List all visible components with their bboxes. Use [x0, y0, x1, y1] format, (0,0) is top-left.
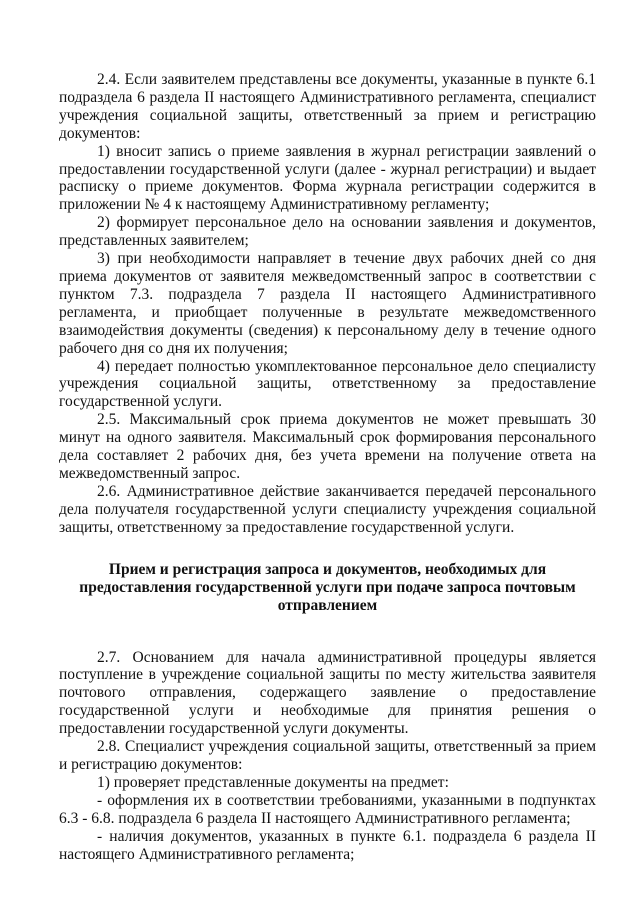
paragraph-2-8-bullet-1: - оформления их в соответствии требованиями, указанными в подпунктах 6.3 - 6.8. подраздела 6 раздела II настоящего Административного регламента;	[59, 791, 596, 827]
paragraph-2-4-item-2: 2) формирует персональное дело на основании заявления и документов, представленных заявителем;	[59, 214, 596, 250]
paragraph-2-5: 2.5. Максимальный срок приема документов не может превышать 30 минут на одного заявителя. Максимальный срок формирования персонального дела составляет 2 рабочих дня, без учета времени на получение ответа на межведомственный запрос.	[59, 411, 596, 482]
document-body	[59, 71, 596, 863]
paragraph-2-8-bullet-2: - наличия документов, указанных в пункте 6.1. подраздела 6 раздела II настоящего Административного регламента;	[59, 827, 596, 863]
paragraph-2-7: 2.7. Основанием для начала административной процедуры является поступление в учреждение социальной защиты по месту жительства заявителя почтового отправления, содержащего заявление о предоставление государственной услуги и необходимые для принятия решения о предоставлении государственной услуги документы.	[59, 648, 596, 738]
paragraph-2-4: 2.4. Если заявителем представлены все документы, указанные в пункте 6.1 подраздела 6 раздела II настоящего Административного регламента, специалист учреждения социальной защиты, ответственный за прием и регистрацию документов:	[59, 71, 596, 142]
section-heading: Прием и регистрация запроса и документов, необходимых для предоставления государственной услуги при подаче запроса почтовым отправлением	[79, 560, 576, 614]
paragraph-2-4-item-4: 4) передает полностью укомплектованное персональное дело специалисту учреждения социальной защиты, ответственному за предоставление государственной услуги.	[59, 357, 596, 411]
paragraph-2-6: 2.6. Административное действие заканчивается передачей персонального дела получателя государственной услуги специалисту учреждения социальной защиты, ответственному за предоставление государственной услуги.	[59, 482, 596, 536]
paragraph-2-8: 2.8. Специалист учреждения социальной защиты, ответственный за прием и регистрацию документов:	[59, 738, 596, 773]
paragraph-2-4-item-1: 1) вносит запись о приеме заявления в журнал регистрации заявлений о предоставлении государственной услуги (далее - журнал регистрации) и выдает расписку о приеме документов. Форма журнала регистрации содержится в приложении № 4 к настоящему Административному регламенту;	[59, 142, 596, 214]
paragraph-2-4-item-3: 3) при необходимости направляет в течение двух рабочих дней со дня приема документов от заявителя межведомственный запрос в соответствии с пунктом 7.3. подраздела 7 раздела II настоящего Административного регламента, и приобщает полученные в результате межведомственного взаимодействия документы (сведения) к персональному делу в течение одного рабочего дня со дня их получения;	[59, 250, 596, 357]
paragraph-2-8-item-1: 1) проверяет представленные документы на предмет:	[97, 773, 449, 791]
